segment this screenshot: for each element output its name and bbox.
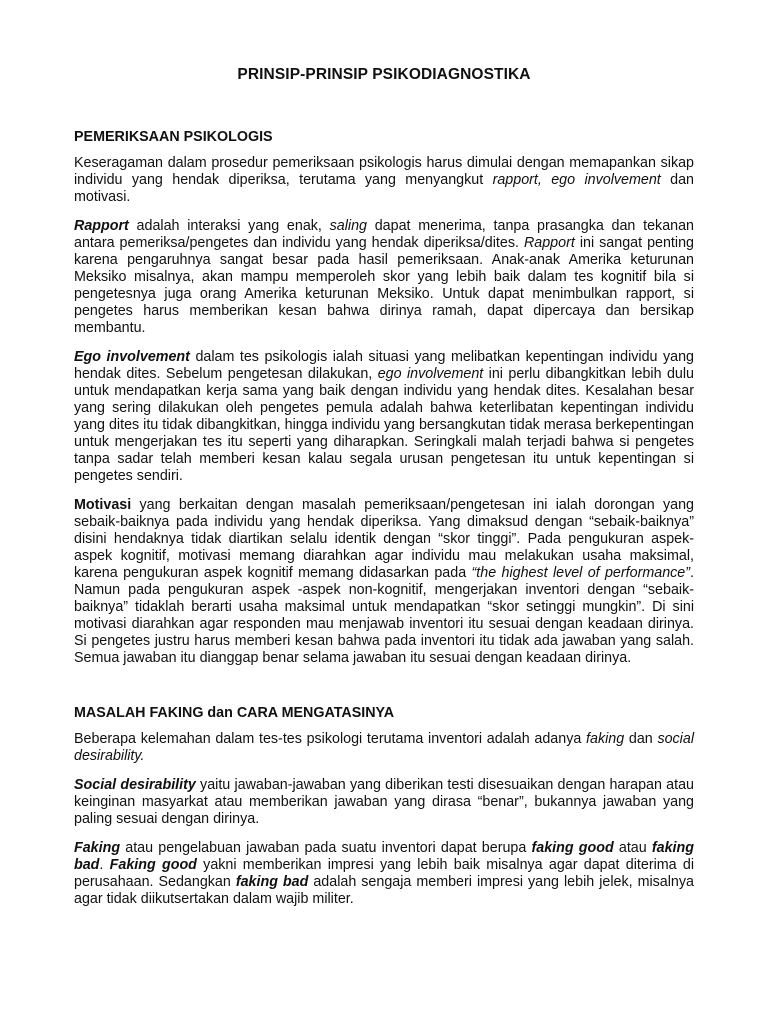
section-heading-faking: MASALAH FAKING dan CARA MENGATASINYA — [74, 705, 395, 721]
section-heading-pemeriksaan: PEMERIKSAAN PSIKOLOGIS — [74, 129, 273, 145]
italic-term: ego involvement — [377, 366, 484, 382]
text-run: adalah interaksi yang enak, — [128, 218, 330, 234]
text-run: dalam tes psikologis ialah situasi yang melibatkan kepentingan individu yang hendak dites. Sebelum pengetesan dilakukan, — [74, 349, 694, 382]
term-faking-good: faking good — [531, 840, 614, 856]
term-faking-bad: faking bad — [235, 874, 309, 890]
text-run: ini sangat penting karena pengaruhnya sangat besar pada hasil pemeriksaan. Anak-anak Amerika keturunan Meksiko misalnya, akan mampu memperoleh skor yang lebih baik dalam tes kognitif bila si pengetesnya juga orang Amerika keturunan Meksiko. Untuk dapat menimbulkan rapport, si pengetes harus memberikan kesan bahwa dirinya ramah, dapat dipercaya dan bersikap membantu. — [74, 235, 694, 336]
paragraph-social-desirability — [74, 777, 694, 828]
italic-term: faking — [586, 731, 625, 747]
paragraph-keseragaman — [74, 155, 694, 206]
text-run: Keseragaman dalam prosedur pemeriksaan psikologis harus dimulai dengan memapankan sikap individu yang hendak diperiksa, terutama yang menyangkut — [74, 155, 694, 188]
term-social-desirability: Social desirability — [74, 777, 196, 793]
paragraph-faking — [74, 840, 694, 908]
text-run: ini perlu dibangkitkan lebih dulu untuk mendapatkan kerja sama yang baik dengan individu yang hendak dites. Kesalahan besar yang sering dilakukan oleh pengetes pemula adalah bahwa keterlibatan kepentingan individu yang dites itu tidak dibangkitkan, hingga individu yang bersangkutan tidak merasa berkepentingan untuk mengerjakan tes itu seperti yang diharapkan. Seringkali malah terjadi bahwa si pengetes tanpa sadar telah memberi kesan kalau segala urusan pengetesan itu untuk kepentingan si pengetes sendiri. — [74, 366, 694, 484]
document-title: PRINSIP-PRINSIP PSIKODIAGNOSTIKA — [237, 66, 531, 83]
term-ego-involvement: Ego involvement — [74, 349, 190, 365]
term-motivasi: Motivasi — [74, 497, 132, 513]
term-faking: Faking — [74, 840, 121, 856]
italic-term: Rapport — [523, 235, 575, 251]
text-run: atau pengelabuan jawaban pada suatu inventori dapat berupa — [120, 840, 532, 856]
term-rapport: Rapport — [74, 218, 129, 234]
text-run: yakni memberikan impresi yang lebih baik misalnya agar dapat diterima di perusahaan. Sedangkan — [74, 857, 694, 890]
text-run: adalah sengaja memberi impresi yang lebih jelek, misalnya agar tidak diikutsertakan dalam wajib militer. — [74, 874, 694, 907]
term-faking-bad: faking bad — [74, 840, 694, 873]
paragraph-rapport — [74, 218, 694, 337]
term-faking-good: Faking good — [109, 857, 197, 873]
text-run: . Namun pada pengukuran aspek -aspek non-kognitif, mengerjakan inventori dengan “sebaik-baiknya” tidaklah berarti usaha maksimal untuk mendapatkan “skor setinggi mungkin”. Di sini motivasi diarahkan agar responden mau menjawab inventori itu sesuai dengan keadaan dirinya. Si pengetes justru harus memberi kesan bahwa pada inventori itu tidak ada jawaban yang salah. Semua jawaban itu dianggap benar selama jawaban itu sesuai dengan keadaan dirinya. — [74, 565, 694, 666]
paragraph-motivasi — [74, 497, 694, 667]
text-run: dapat menerima, tanpa prasangka dan tekanan antara pemeriksa/pengetes dan individu yang hendak diperiksa/dites. — [74, 218, 694, 251]
italic-term: saling — [329, 218, 367, 234]
text-run: atau — [613, 840, 652, 856]
paragraph-ego-involvement — [74, 349, 694, 485]
italic-term: social desirability. — [74, 731, 694, 764]
italic-term: “the highest level of performance” — [471, 565, 691, 581]
text-run: Beberapa kelemahan dalam tes-tes psikologi terutama inventori adalah adanya — [74, 731, 587, 747]
text-run: dan — [624, 731, 658, 747]
paragraph-kelemahan — [74, 731, 694, 765]
text-run: . — [99, 857, 110, 873]
text-run: yang berkaitan dengan masalah pemeriksaan/pengetesan ini ialah dorongan yang sebaik-baiknya pada individu yang hendak diperiksa. Yang dimaksud dengan “sebaik-baiknya” disini hendaknya tidak diartikan selalu identik dengan “skor tinggi”. Pada pengukuran aspek-aspek kognitif, motivasi memang diarahkan agar individu mau melakukan usaha maksimal, karena pengukuran aspek kognitif memang didasarkan pada — [74, 497, 694, 581]
text-run: dan motivasi. — [74, 172, 695, 205]
italic-term: rapport, ego involvement — [492, 172, 661, 188]
text-run: yaitu jawaban-jawaban yang diberikan testi disesuaikan dengan harapan atau keinginan masyarkat atau memberikan jawaban yang dirasa “benar”, bukannya jawaban yang paling sesuai dengan dirinya. — [74, 777, 694, 827]
